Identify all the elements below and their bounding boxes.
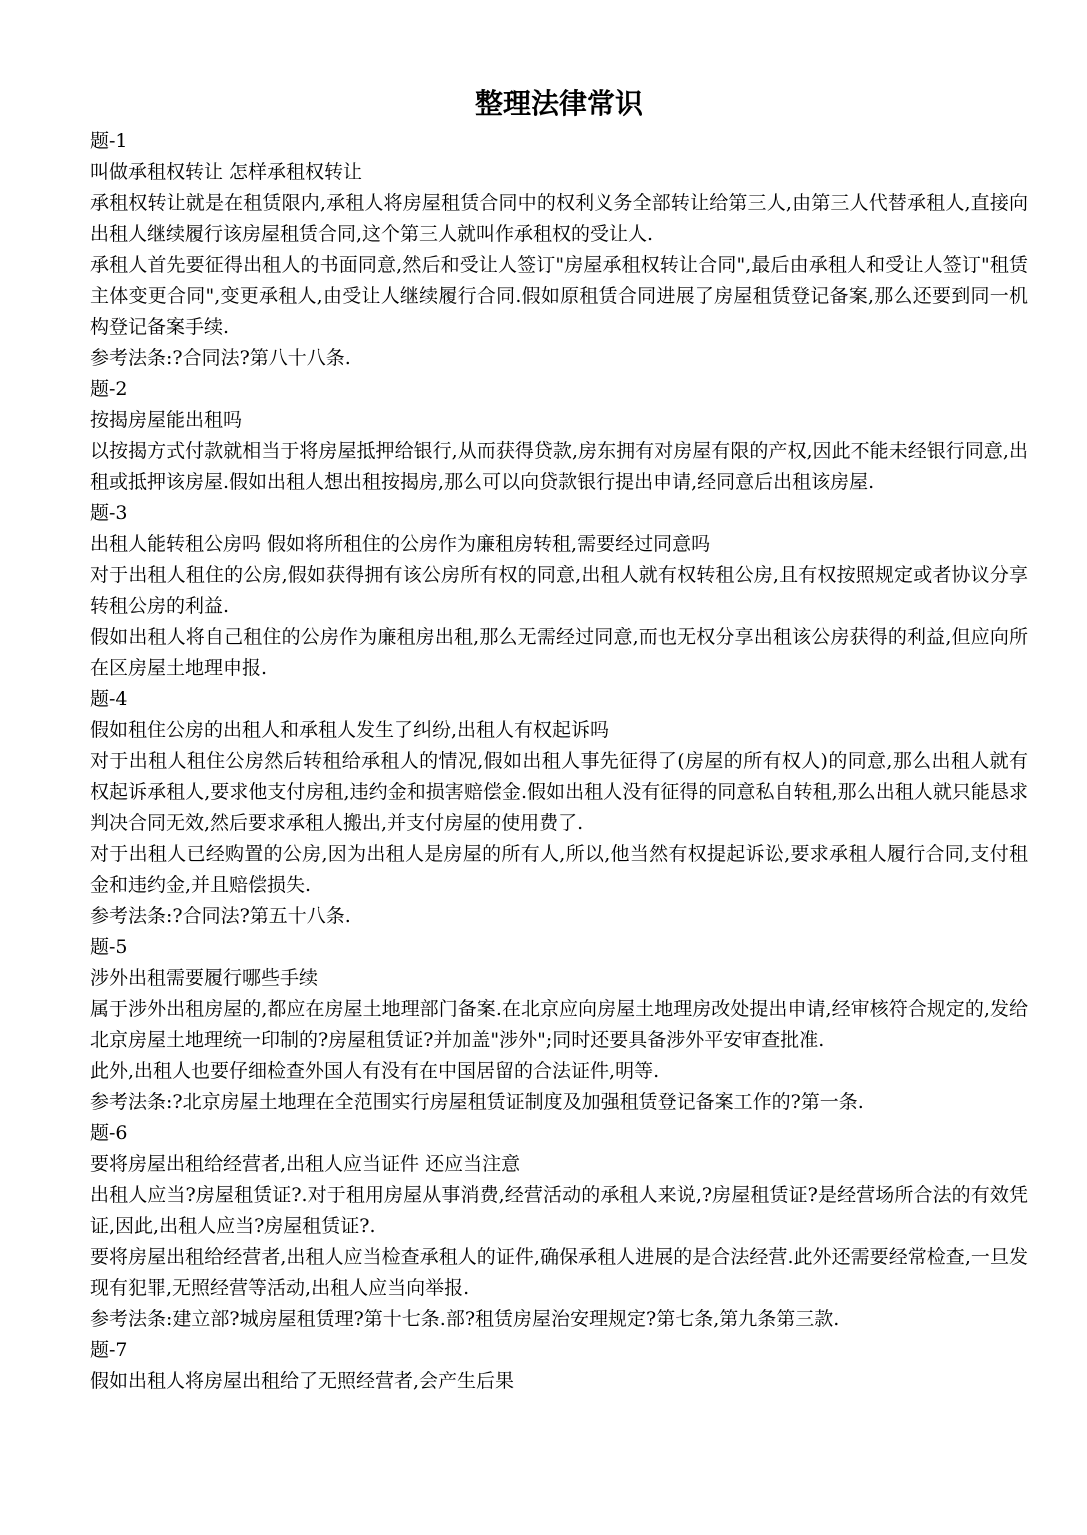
question-text: 叫做承租权转让 怎样承租权转让 xyxy=(90,161,363,183)
document-body xyxy=(90,126,1028,1397)
question-number: 题-5 xyxy=(90,936,128,958)
answer-paragraph: 对于出租人租住公房然后转租给承租人的情况,假如出租人事先征得了(房屋的所有权人)的同意,那么出租人就有权起诉承租人,要求他支付房租,违约金和损害赔偿金.假如出租人没有征得的同意私自转租,那么出租人就只能恳求判决合同无效,然后要求承租人搬出,并支付房屋的使用费了. xyxy=(90,750,1028,834)
answer-paragraph: 对于出租人已经购置的公房,因为出租人是房屋的所有人,所以,他当然有权提起诉讼,要求承租人履行合同,支付租金和违约金,并且赔偿损失. xyxy=(90,843,1028,896)
question-number: 题-2 xyxy=(90,378,128,400)
question-text: 假如出租人将房屋出租给了无照经营者,会产生后果 xyxy=(90,1370,515,1392)
answer-paragraph: 对于出租人租住的公房,假如获得拥有该公房所有权的同意,出租人就有权转租公房,且有权按照规定或者协议分享转租公房的利益. xyxy=(90,564,1028,617)
question-number: 题-7 xyxy=(90,1339,128,1361)
document-title: 整理法律常识 xyxy=(474,87,643,120)
answer-paragraph: 承租人首先要征得出租人的书面同意,然后和受让人签订"房屋承租权转让合同",最后由承租人和受让人签订"租赁主体变更合同",变更承租人,由受让人继续履行合同.假如原租赁合同进展了房屋租赁登记备案,那么还要到同一机构登记备案手续. xyxy=(90,254,1028,338)
answer-paragraph: 承租权转让就是在租赁限内,承租人将房屋租赁合同中的权利义务全部转让给第三人,由第三人代替承租人,直接向出租人继续履行该房屋租赁合同,这个第三人就叫作承租权的受让人. xyxy=(90,192,1028,245)
question-text: 此外,出租人也要仔细检查外国人有没有在中国居留的合法证件,明等. xyxy=(90,1060,660,1082)
answer-paragraph: 要将房屋出租给经营者,出租人应当检查承租人的证件,确保承租人进展的是合法经营.此外还需要经常检查,一旦发现有犯罪,无照经营等活动,出租人应当向举报. xyxy=(90,1246,1028,1299)
reference-law: 参考法条:?合同法?第八十八条. xyxy=(90,347,351,369)
answer-paragraph: 出租人应当?房屋租赁证?.对于租用房屋从事消费,经营活动的承租人来说,?房屋租赁证?是经营场所合法的有效凭证,因此,出租人应当?房屋租赁证?. xyxy=(90,1184,1028,1237)
answer-paragraph: 假如出租人将自己租住的公房作为廉租房出租,那么无需经过同意,而也无权分享出租该公房获得的利益,但应向所在区房屋土地理申报. xyxy=(90,626,1028,679)
question-number: 题-4 xyxy=(90,688,128,710)
question-number: 题-1 xyxy=(90,130,128,152)
question-number: 题-6 xyxy=(90,1122,128,1144)
question-text: 按揭房屋能出租吗 xyxy=(90,409,243,431)
document-page xyxy=(90,84,1028,1397)
question-number: 题-3 xyxy=(90,502,128,524)
reference-law: 参考法条:?合同法?第五十八条. xyxy=(90,905,351,927)
reference-law: 参考法条:建立部?城房屋租赁理?第十七条.部?租赁房屋治安理规定?第七条,第九条第三款. xyxy=(90,1308,840,1330)
reference-law: 参考法条:?北京房屋土地理在全范围实行房屋租赁证制度及加强租赁登记备案工作的?第一条. xyxy=(90,1091,864,1113)
question-text: 要将房屋出租给经营者,出租人应当证件 还应当注意 xyxy=(90,1153,521,1175)
question-text: 假如租住公房的出租人和承租人发生了纠纷,出租人有权起诉吗 xyxy=(90,719,610,741)
answer-paragraph: 以按揭方式付款就相当于将房屋抵押给银行,从而获得贷款,房东拥有对房屋有限的产权,因此不能未经银行同意,出租或抵押该房屋.假如出租人想出租按揭房,那么可以向贷款银行提出申请,经同意后出租该房屋. xyxy=(90,440,1028,493)
question-text: 涉外出租需要履行哪些手续 xyxy=(90,967,319,989)
question-text: 出租人能转租公房吗 假如将所租住的公房作为廉租房转租,需要经过同意吗 xyxy=(90,533,711,555)
answer-paragraph: 属于涉外出租房屋的,都应在房屋土地理部门备案.在北京应向房屋土地理房改处提出申请,经审核符合规定的,发给北京房屋土地理统一印制的?房屋租赁证?并加盖"涉外";同时还要具备涉外平安审查批准. xyxy=(90,998,1028,1051)
